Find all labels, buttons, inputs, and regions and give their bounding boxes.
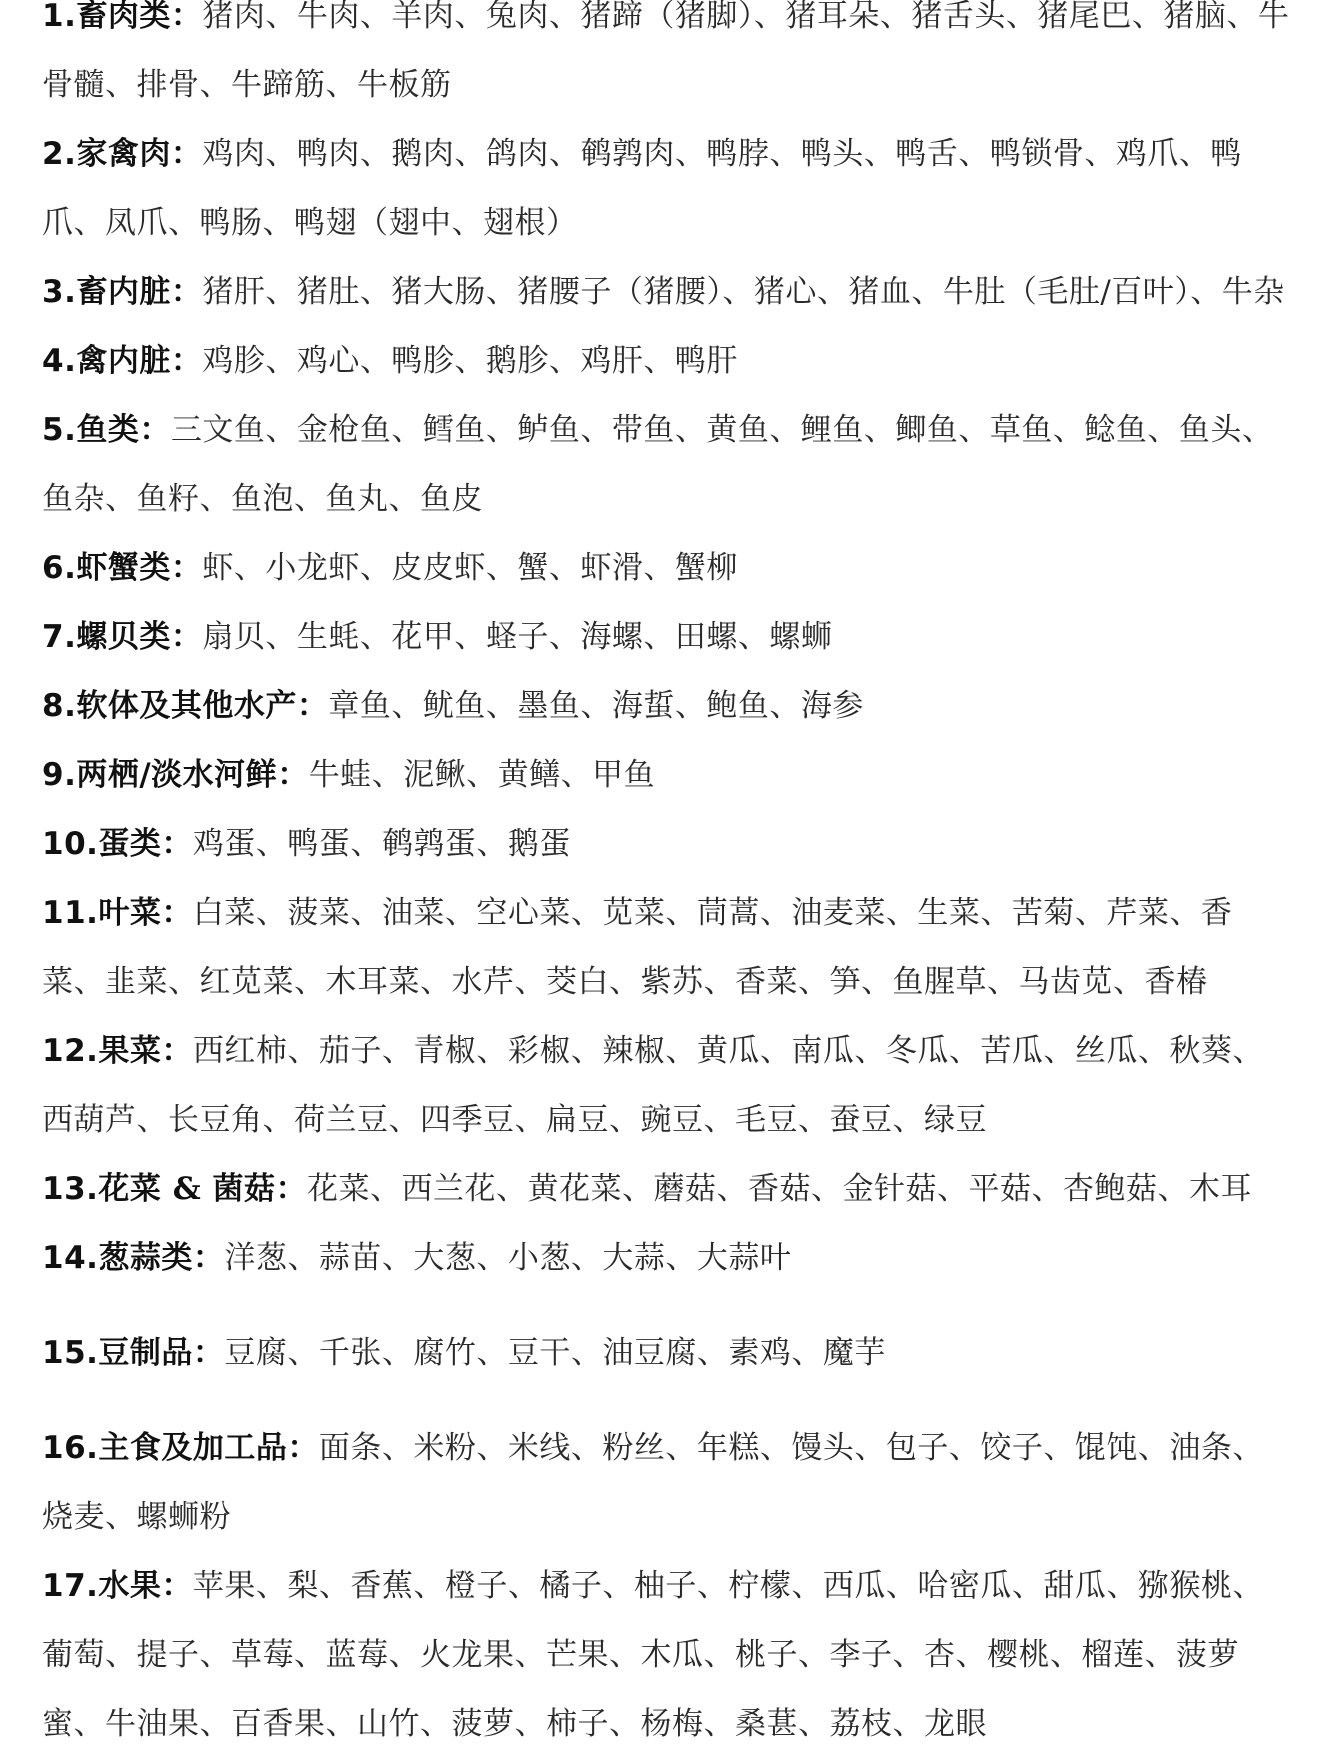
entry-number: 13. (42, 1171, 99, 1207)
entry-separator: ： (170, 619, 203, 655)
entry-category: 水果 (98, 1568, 162, 1604)
entry-16 (42, 1414, 1292, 1552)
entry-number: 8. (42, 688, 77, 724)
entry-category: 鱼类 (76, 412, 140, 448)
spacer (42, 1293, 1292, 1319)
entry-items: 豆腐、千张、腐竹、豆干、油豆腐、素鸡、魔芋 (224, 1335, 886, 1371)
entry-1 (42, 0, 1292, 120)
entry-items: 西红柿、茄子、青椒、彩椒、辣椒、黄瓜、南瓜、冬瓜、苦瓜、丝瓜、秋葵、西葫芦、长豆角、荷兰豆、四季豆、扁豆、豌豆、毛豆、蚕豆、绿豆 (42, 1033, 1264, 1138)
entry-number: 6. (42, 550, 77, 586)
entry-category: 虾蟹类 (76, 550, 171, 586)
entry-number: 9. (42, 757, 77, 793)
entry-separator: ： (192, 1240, 225, 1276)
entry-category: 主食及加工品 (98, 1430, 288, 1466)
entry-category: 软体及其他水产 (76, 688, 297, 724)
entry-separator: ： (161, 826, 193, 862)
entry-separator: ： (170, 550, 203, 586)
entry-category: 家禽肉 (76, 136, 171, 172)
entry-17 (42, 1552, 1292, 1759)
entry-separator: ： (170, 343, 203, 379)
entry-number: 10. (42, 826, 99, 862)
entry-items: 三文鱼、金枪鱼、鳕鱼、鲈鱼、带鱼、黄鱼、鲤鱼、鲫鱼、草鱼、鲶鱼、鱼头、鱼杂、鱼籽、鱼泡、鱼丸、鱼皮 (42, 412, 1274, 517)
entry-category: 禽内脏 (76, 343, 171, 379)
entry-separator: ： (161, 1033, 193, 1069)
entry-14 (42, 1224, 1292, 1293)
entry-separator: ： (275, 1171, 307, 1207)
entry-items: 扇贝、生蚝、花甲、蛏子、海螺、田螺、螺蛳 (202, 619, 833, 655)
entry-separator: ： (139, 412, 171, 448)
entry-separator: ： (161, 1568, 193, 1604)
entry-9 (42, 741, 1292, 810)
entry-category: 葱蒜类 (98, 1240, 193, 1276)
entry-items: 白菜、菠菜、油菜、空心菜、苋菜、茼蒿、油麦菜、生菜、苦菊、芹菜、香菜、韭菜、红苋菜、木耳菜、水芹、茭白、紫苏、香菜、笋、鱼腥草、马齿苋、香椿 (42, 895, 1233, 1000)
entry-items: 鸡肉、鸭肉、鹅肉、鸽肉、鹌鹑肉、鸭脖、鸭头、鸭舌、鸭锁骨、鸡爪、鸭爪、凤爪、鸭肠、鸭翅（翅中、翅根） (42, 136, 1242, 241)
entry-number: 12. (42, 1033, 99, 1069)
entry-15 (42, 1319, 1292, 1388)
entry-number: 5. (42, 412, 77, 448)
entry-separator: ： (277, 757, 309, 793)
entry-separator: ： (296, 688, 329, 724)
entry-items: 鸡蛋、鸭蛋、鹌鹑蛋、鹅蛋 (192, 826, 571, 862)
spacer (42, 1388, 1292, 1414)
entry-items: 虾、小龙虾、皮皮虾、蟹、虾滑、蟹柳 (202, 550, 738, 586)
entry-items: 牛蛙、泥鳅、黄鳝、甲鱼 (308, 757, 656, 793)
entry-separator: ： (161, 895, 193, 931)
entry-number: 14. (42, 1240, 99, 1276)
entry-category: 畜肉类 (76, 0, 171, 34)
entry-2 (42, 120, 1292, 258)
entry-items: 猪肉、牛肉、羊肉、兔肉、猪蹄（猪脚）、猪耳朵、猪舌头、猪尾巴、猪脑、牛骨髓、排骨、牛蹄筋、牛板筋 (42, 0, 1290, 103)
entry-7 (42, 603, 1292, 672)
entry-number: 2. (42, 136, 77, 172)
entry-number: 7. (42, 619, 77, 655)
entry-number: 17. (42, 1568, 99, 1604)
entry-8 (42, 672, 1292, 741)
entry-separator: ： (170, 0, 203, 34)
entry-category: 叶菜 (98, 895, 162, 931)
entry-items: 面条、米粉、米线、粉丝、年糕、馒头、包子、饺子、馄饨、油条、烧麦、螺蛳粉 (42, 1430, 1264, 1535)
entry-category: 果菜 (98, 1033, 162, 1069)
entry-3 (42, 258, 1292, 327)
entry-items: 洋葱、蒜苗、大葱、小葱、大蒜、大蒜叶 (224, 1240, 792, 1276)
entry-category: 花菜 & 菌菇 (98, 1171, 276, 1207)
entry-number: 15. (42, 1335, 99, 1371)
entry-category: 蛋类 (98, 826, 162, 862)
entry-13 (42, 1155, 1292, 1224)
entry-6 (42, 534, 1292, 603)
entry-11 (42, 879, 1292, 1017)
entry-number: 16. (42, 1430, 99, 1466)
entry-number: 4. (42, 343, 77, 379)
entry-category: 豆制品 (98, 1335, 193, 1371)
entry-items: 猪肝、猪肚、猪大肠、猪腰子（猪腰）、猪心、猪血、牛肚（毛肚/百叶）、牛杂 (202, 274, 1285, 310)
entry-12 (42, 1017, 1292, 1155)
entry-items: 花菜、西兰花、黄花菜、蘑菇、香菇、金针菇、平菇、杏鲍菇、木耳 (307, 1171, 1252, 1207)
entry-number: 1. (42, 0, 77, 34)
entry-5 (42, 396, 1292, 534)
entry-number: 3. (42, 274, 77, 310)
entry-separator: ： (287, 1430, 319, 1466)
entry-items: 章鱼、鱿鱼、墨鱼、海蜇、鲍鱼、海参 (328, 688, 864, 724)
entry-category: 畜内脏 (76, 274, 171, 310)
food-category-list (42, 0, 1292, 1759)
entry-items: 苹果、梨、香蕉、橙子、橘子、柚子、柠檬、西瓜、哈密瓜、甜瓜、猕猴桃、葡萄、提子、草莓、蓝莓、火龙果、芒果、木瓜、桃子、李子、杏、樱桃、榴莲、菠萝蜜、牛油果、百香果、山竹、菠萝、柿子、杨梅、桑葚、荔枝、龙眼 (42, 1568, 1264, 1742)
entry-separator: ： (170, 274, 203, 310)
entry-category: 螺贝类 (76, 619, 171, 655)
entry-10 (42, 810, 1292, 879)
entry-items: 鸡胗、鸡心、鸭胗、鹅胗、鸡肝、鸭肝 (202, 343, 738, 379)
entry-4 (42, 327, 1292, 396)
entry-separator: ： (170, 136, 203, 172)
entry-number: 11. (42, 895, 99, 931)
entry-separator: ： (192, 1335, 225, 1371)
entry-category: 两栖/淡水河鲜 (76, 757, 278, 793)
